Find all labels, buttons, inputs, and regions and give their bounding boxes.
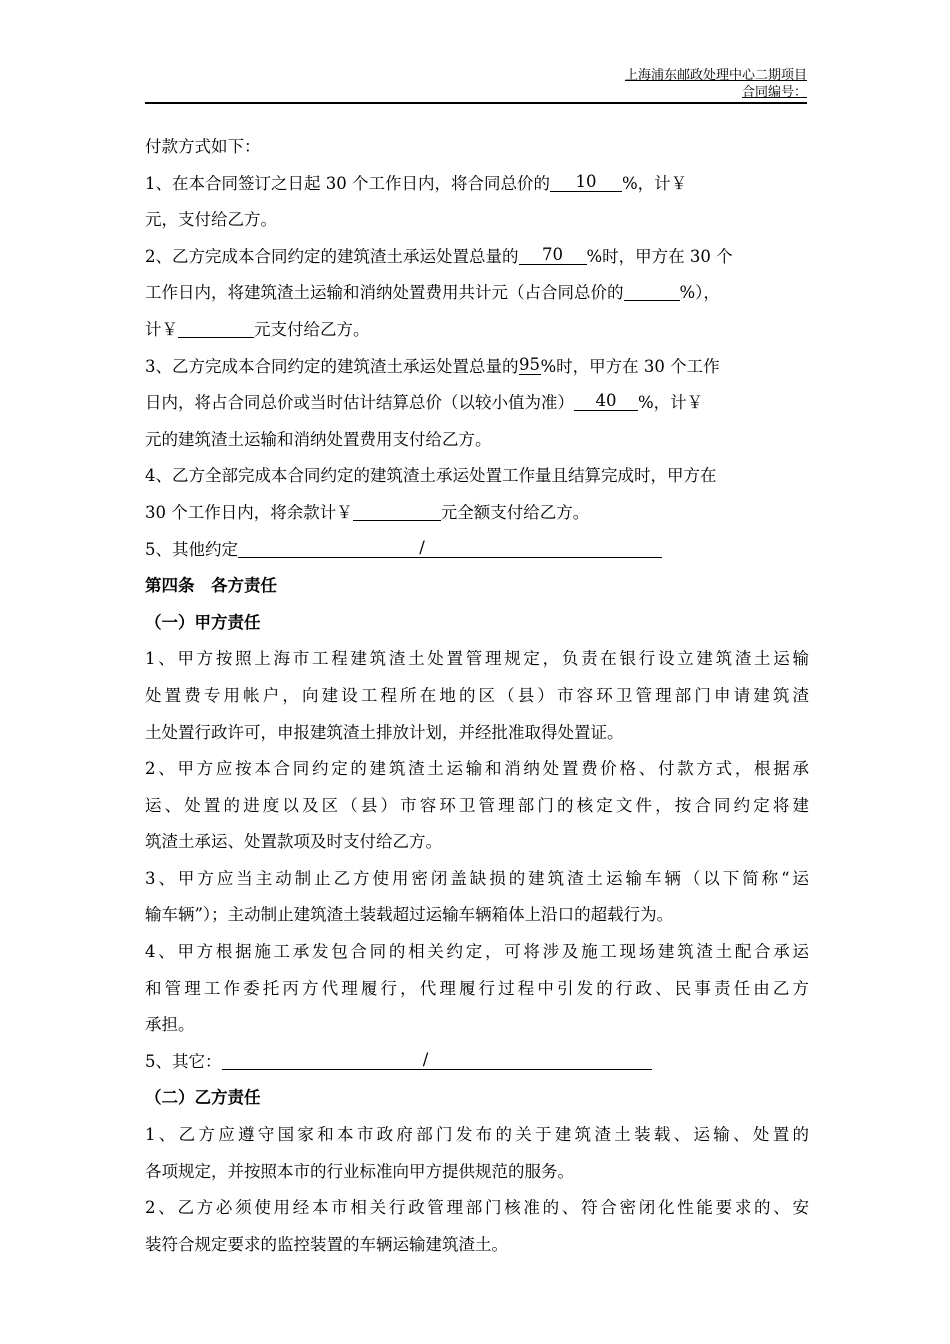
blank-percent: 95 xyxy=(519,354,540,374)
party-b-item-2-line-2: 装符合规定要求的监控装置的车辆运输建筑渣土。 xyxy=(145,1234,508,1254)
party-b-item-1-line-1: 1、乙方应遵守国家和本市政府部门发布的关于建筑渣土装载、运输、处置的 xyxy=(145,1125,809,1145)
party-a-item-1-line-2: 处置费专用帐户，向建设工程所在地的区（县）市容环卫管理部门申请建筑渣 xyxy=(145,685,809,705)
article-4-title: 第四条 各方责任 xyxy=(145,576,277,596)
party-a-title: （一）甲方责任 xyxy=(145,612,261,632)
blank-percent: 10 xyxy=(550,173,622,192)
blank-other: / xyxy=(222,1051,652,1070)
payment-clause-1-line-2: 元，支付给乙方。 xyxy=(145,210,277,230)
payment-clause-1-line-1: 1、在本合同签订之日起 30 个工作日内，将合同总价的 10 %，计￥ xyxy=(145,171,688,193)
party-b-title: （二）乙方责任 xyxy=(145,1088,261,1108)
party-a-item-2-line-1: 2、甲方应按本合同约定的建筑渣土运输和消纳处置费价格、付款方式，根据承 xyxy=(145,759,809,779)
payment-clause-3-line-1: 3、乙方完成本合同约定的建筑渣土承运处置总量的 95 %时，甲方在 30 个工作 xyxy=(145,354,720,376)
payment-clause-4-line-2: 30 个工作日内，将余款计￥ 元全额支付给乙方。 xyxy=(145,502,590,522)
blank-percent: 40 xyxy=(574,392,638,411)
party-a-item-4-line-2: 和管理工作委托丙方代理履行，代理履行过程中引发的行政、民事责任由乙方 xyxy=(145,978,809,998)
party-a-item-3-line-1: 3、甲方应当主动制止乙方使用密闭盖缺损的建筑渣土运输车辆（以下简称“运 xyxy=(145,868,809,888)
payment-clause-5: 5、其他约定 / xyxy=(145,532,809,569)
payment-clause-2-line-2: 工作日内，将建筑渣土运输和消纳处置费用共计元（占合同总价的 %）， xyxy=(145,283,720,303)
party-a-item-1-line-3: 土处置行政许可，申报建筑渣土排放计划，并经批准取得处置证。 xyxy=(145,722,624,742)
document-body xyxy=(145,129,809,1263)
blank-other-terms: / xyxy=(238,539,662,558)
contract-number-label: 合同编号： xyxy=(741,85,807,100)
party-b-item-1-line-2: 各项规定，并按照本市的行业标准向甲方提供规范的服务。 xyxy=(145,1161,574,1181)
party-a-item-4-line-3: 承担。 xyxy=(145,1015,195,1035)
party-a-item-1-line-1: 1、甲方按照上海市工程建筑渣土处置管理规定，负责在银行设立建筑渣土运输 xyxy=(145,649,809,669)
party-a-item-2-line-2: 运、处置的进度以及区（县）市容环卫管理部门的核定文件，按合同约定将建 xyxy=(145,795,809,815)
page-header xyxy=(145,66,807,104)
blank-percent xyxy=(624,282,680,301)
payment-clause-3-line-2: 日内，将占合同总价或当时估计结算总价（以较小值为准） 40 %，计￥ xyxy=(145,391,704,413)
payment-clause-2-line-3: 计￥ 元支付给乙方。 xyxy=(145,319,370,339)
blank-percent: 70 xyxy=(519,246,587,265)
blank-amount xyxy=(178,319,254,338)
party-a-item-3-line-2: 输车辆”）；主动制止建筑渣土装载超过运输车辆箱体上沿口的超载行为。 xyxy=(145,905,674,925)
payment-clause-2-line-1: 2、乙方完成本合同约定的建筑渣土承运处置总量的 70 %时，甲方在 30 个 xyxy=(145,244,733,266)
payment-clause-3-line-3: 元的建筑渣土运输和消纳处置费用支付给乙方。 xyxy=(145,429,492,449)
payment-clause-4-line-1: 4、乙方全部完成本合同约定的建筑渣土承运处置工作量且结算完成时，甲方在 xyxy=(145,466,717,486)
payment-intro: 付款方式如下： xyxy=(145,137,261,156)
blank-amount xyxy=(353,502,441,521)
party-b-item-2-line-1: 2、乙方必须使用经本市相关行政管理部门核准的、符合密闭化性能要求的、安 xyxy=(145,1198,809,1218)
project-name: 上海浦东邮政处理中心二期项目 xyxy=(624,68,807,83)
party-a-item-4-line-1: 4、甲方根据施工承发包合同的相关约定，可将涉及施工现场建筑渣土配合承运 xyxy=(145,942,809,962)
party-a-item-2-line-3: 筑渣土承运、处置款项及时支付给乙方。 xyxy=(145,832,442,852)
party-a-item-5: 5、其它： / xyxy=(145,1044,809,1081)
